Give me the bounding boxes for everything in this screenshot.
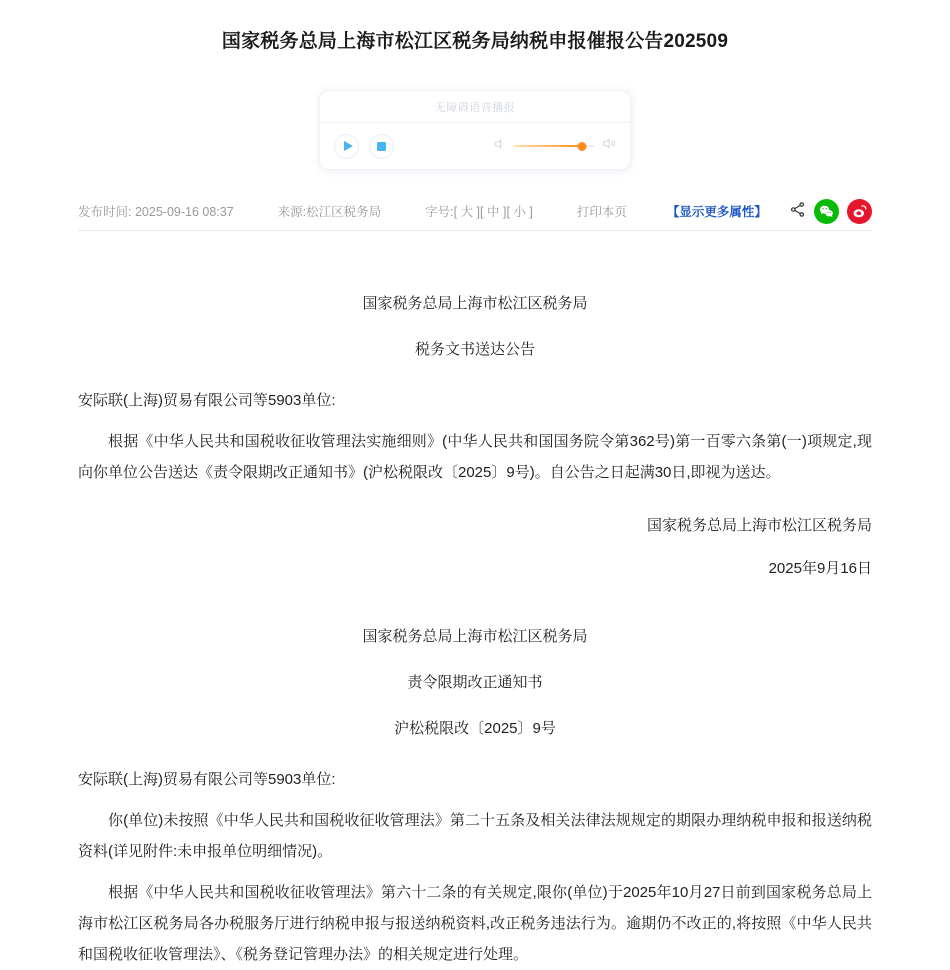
article-body	[0, 287, 950, 970]
publish-time-label: 发布时间:	[78, 205, 132, 219]
audio-player-title: 无障碍语音播报	[320, 91, 630, 123]
doc1-body: 根据《中华人民共和国税收征收管理法实施细则》(中华人民共和国国务院令第362号)第一百零六条第(一)项规定,现向你单位公告送达《责令限期改正通知书》(沪松税限改〔2025〕9号)。自公告之日起满30日,即视为送达。	[78, 433, 872, 481]
audio-player-controls	[320, 123, 630, 169]
publish-time-value: 2025-09-16 08:37	[134, 205, 234, 219]
doc2-paragraph-2: 根据《中华人民共和国税收征收管理法》第六十二条的有关规定,限你(单位)于2025年10月27日前到国家税务总局上海市松江区税务局各办税服务厅进行纳税申报与报送纳税资料,改正税务违法行为。逾期仍不改正的,将按照《中华人民共和国税收征收管理法》、《税务登记管理办法》的相关规定进行处理。	[78, 884, 872, 963]
doc1-header: 国家税务总局上海市松江区税务局	[362, 295, 588, 312]
document-gap	[78, 584, 872, 620]
doc2-paragraph-1: 你(单位)未按照《中华人民共和国税收征收管理法》第二十五条及相关法律法规规定的期限办理纳税申报和报送纳税资料(详见附件:未申报单位明细情况)。	[78, 812, 872, 860]
doc1-date: 2025年9月16日	[768, 560, 872, 577]
volume-down-icon[interactable]	[493, 137, 507, 156]
share-icon[interactable]	[789, 201, 806, 221]
volume-up-icon[interactable]	[601, 136, 616, 156]
publish-time	[78, 202, 234, 220]
doc1-signature: 国家税务总局上海市松江区税务局	[646, 517, 872, 534]
audio-player-wrapper	[0, 90, 950, 170]
weibo-icon[interactable]	[847, 199, 872, 224]
play-icon	[344, 141, 353, 151]
page-title: 国家税务总局上海市松江区税务局纳税申报催报公告202509	[221, 31, 729, 52]
meta-divider	[78, 230, 872, 231]
stop-icon	[377, 142, 386, 151]
doc2-subtitle: 责令限期改正通知书	[407, 674, 543, 691]
doc2-addressee: 安际联(上海)贸易有限公司等5903单位:	[78, 771, 336, 788]
doc2-number: 沪松税限改〔2025〕9号	[394, 720, 556, 737]
audio-player	[319, 90, 631, 170]
font-size-control	[425, 202, 533, 220]
stop-button[interactable]	[369, 134, 394, 159]
source: 来源:松江区税务局	[277, 205, 382, 219]
print-page-button[interactable]: 打印本页	[576, 205, 627, 219]
volume-slider-thumb[interactable]	[578, 142, 587, 151]
font-size-small-option[interactable]: [ 小 ]	[506, 205, 533, 219]
font-size-medium-option[interactable]: [ 中 ]	[480, 205, 507, 219]
doc1-subtitle: 税务文书送达公告	[414, 341, 535, 358]
wechat-icon[interactable]	[814, 199, 839, 224]
volume-area	[493, 136, 616, 156]
share-group	[789, 199, 872, 224]
meta-bar	[0, 192, 950, 230]
volume-slider-fill	[514, 145, 582, 147]
play-button[interactable]	[334, 134, 359, 159]
doc1-addressee: 安际联(上海)贸易有限公司等5903单位:	[78, 392, 336, 409]
doc2-header: 国家税务总局上海市松江区税务局	[362, 628, 588, 645]
volume-slider[interactable]	[514, 140, 594, 152]
show-more-attributes-link[interactable]: 【显示更多属性】	[666, 205, 767, 219]
font-size-label: 字号:	[425, 205, 454, 219]
font-size-large-option[interactable]: [ 大 ]	[453, 205, 481, 219]
